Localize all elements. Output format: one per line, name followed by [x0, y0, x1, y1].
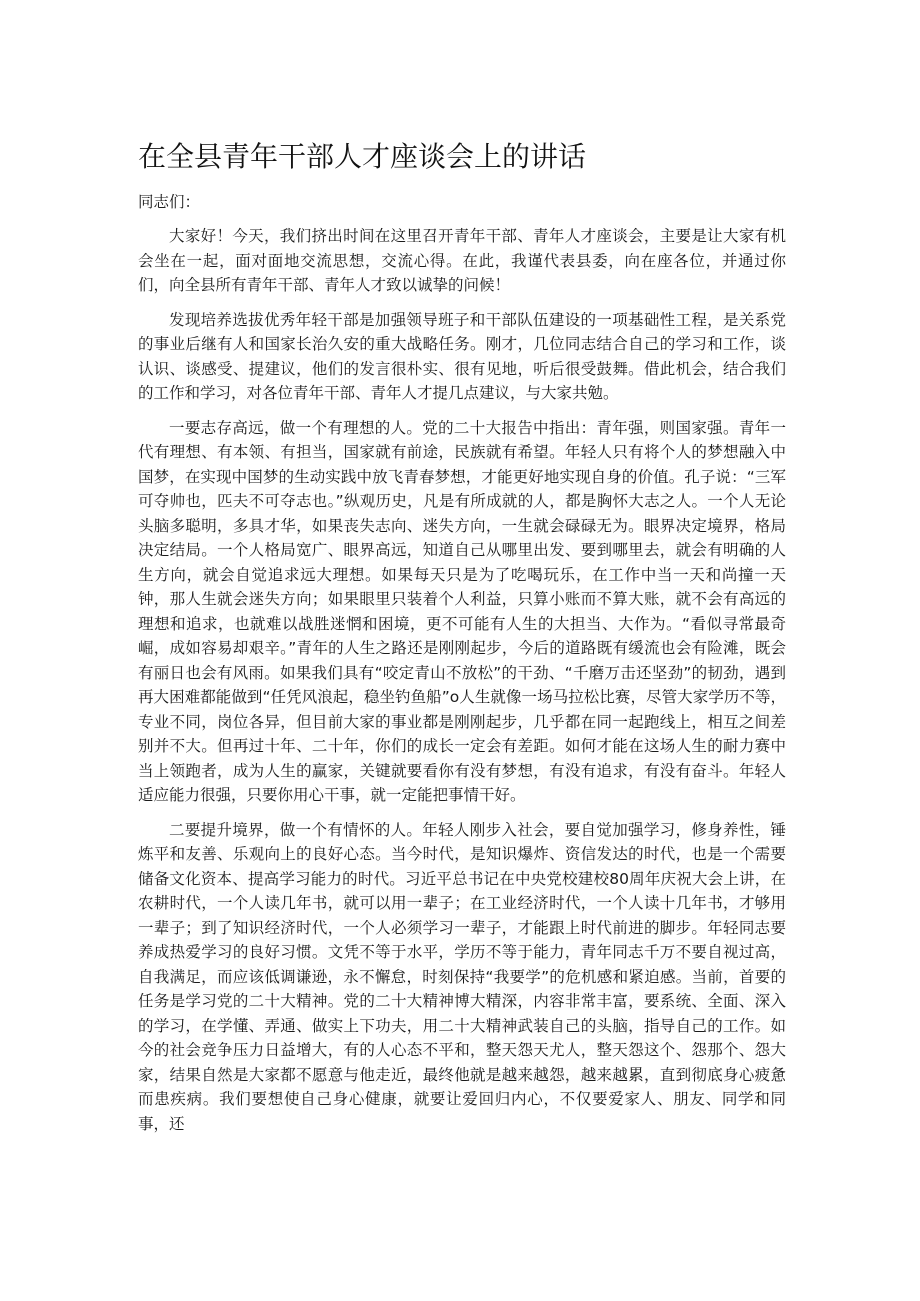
- document-title: 在全县青年干部人才座谈会上的讲话: [138, 140, 587, 173]
- paragraph-point-one: 一要志存高远，做一个有理想的人。党的二十大报告中指出：青年强，则国家强。青年一代有理想、有本领、有担当，国家就有前途，民族就有希望。年轻人只有将个人的梦想融入中国梦，在实现中国梦的生动实践中放飞青春梦想，才能更好地实现自身的价值。孔子说：“三军可夺帅也，匹夫不可夺志也。”纵观历史，凡是有所成就的人，都是胸怀大志之人。一个人无论头脑多聪明，多具才华，如果丧失志向、迷失方向，一生就会碌碌无为。眼界决定境界，格局决定结局。一个人格局宽广、眼界高远，知道自己从哪里出发、要到哪里去，就会有明确的人生方向，就会自觉追求远大理想。如果每天只是为了吃喝玩乐，在工作中当一天和尚撞一天钟，那人生就会迷失方向；如果眼里只装着个人利益，只算小账而不算大账，就不会有高远的理想和追求，也就难以战胜迷惘和困境，更不可能有人生的大担当、大作为。“看似寻常最奇崛，成如容易却艰辛。”青年的人生之路还是刚刚起步，今后的道路既有缓流也会有险滩，既会有丽日也会有风雨。如果我们具有“咬定青山不放松”的干劲、“千磨万击还坚劲”的韧劲，遇到再大困难都能做到“任凭风浪起，稳坐钓鱼船”o人生就像一场马拉松比赛，尽管大家学历不等，专业不同，岗位各异，但目前大家的事业都是刚刚起步，几乎都在同一起跑线上，相互之间差别并不大。但再过十年、二十年，你们的成长一定会有差距。如何才能在这场人生的耐力赛中当上领跑者，成为人生的赢家，关键就要看你有没有梦想，有没有追求，有没有奋斗。年轻人适应能力很强，只要你用心干事，就一定能把事情干好。: [138, 418, 786, 804]
- document-body: [138, 224, 786, 1146]
- paragraph-point-two: 二要提升境界，做一个有情怀的人。年轻人刚步入社会，要自觉加强学习，修身养性，锤炼平和友善、乐观向上的良好心态。当今时代，是知识爆炸、资信发达的时代，也是一个需要储备文化资本、提高学习能力的时代。习近平总书记在中央党校建校80周年庆祝大会上讲，在农耕时代，一个人读几年书，就可以用一辈子；在工业经济时代，一个人读十几年书，才够用一辈子；到了知识经济时代，一个人必须学习一辈子，才能跟上时代前进的脚步。年轻同志要养成热爱学习的良好习惯。文凭不等于水平，学历不等于能力，青年同志千万不要自视过高，自我满足，而应该低调谦逊，永不懈怠，时刻保持“我要学”的危机感和紧迫感。当前，首要的任务是学习党的二十大精神。党的二十大精神博大精深，内容非常丰富，要系统、全面、深入的学习，在学懂、弄通、做实上下功夫，用二十大精神武装自己的头脑，指导自己的工作。如今的社会竞争压力日益增大，有的人心态不平和，整天怨天尤人，整天怨这个、怨那个、怨大家，结果自然是大家都不愿意与他走近，最终他就是越来越怨，越来越累，直到彻底身心疲惫而患疾病。我们要想使自己身心健康，就要让爱回归内心，不仅要爱家人、朋友、同学和同事，还: [138, 820, 786, 1133]
- paragraph-greeting: 大家好！今天，我们挤出时间在这里召开青年干部、青年人才座谈会，主要是让大家有机会坐在一起，面对面地交流思想，交流心得。在此，我谨代表县委，向在座各位，并通过你们，向全县所有青年干部、青年人才致以诚挚的问候！: [138, 227, 786, 294]
- salutation: 同志们：: [138, 193, 201, 211]
- paragraph-introduction: 发现培养选拔优秀年轻干部是加强领导班子和干部队伍建设的一项基础性工程，是关系党的事业后继有人和国家长治久安的重大战略任务。刚才，几位同志结合自己的学习和工作，谈认识、谈感受、提建议，他们的发言很朴实、很有见地，听后很受鼓舞。借此机会，结合我们的工作和学习，对各位青年干部、青年人才提几点建议，与大家共勉。: [138, 310, 786, 402]
